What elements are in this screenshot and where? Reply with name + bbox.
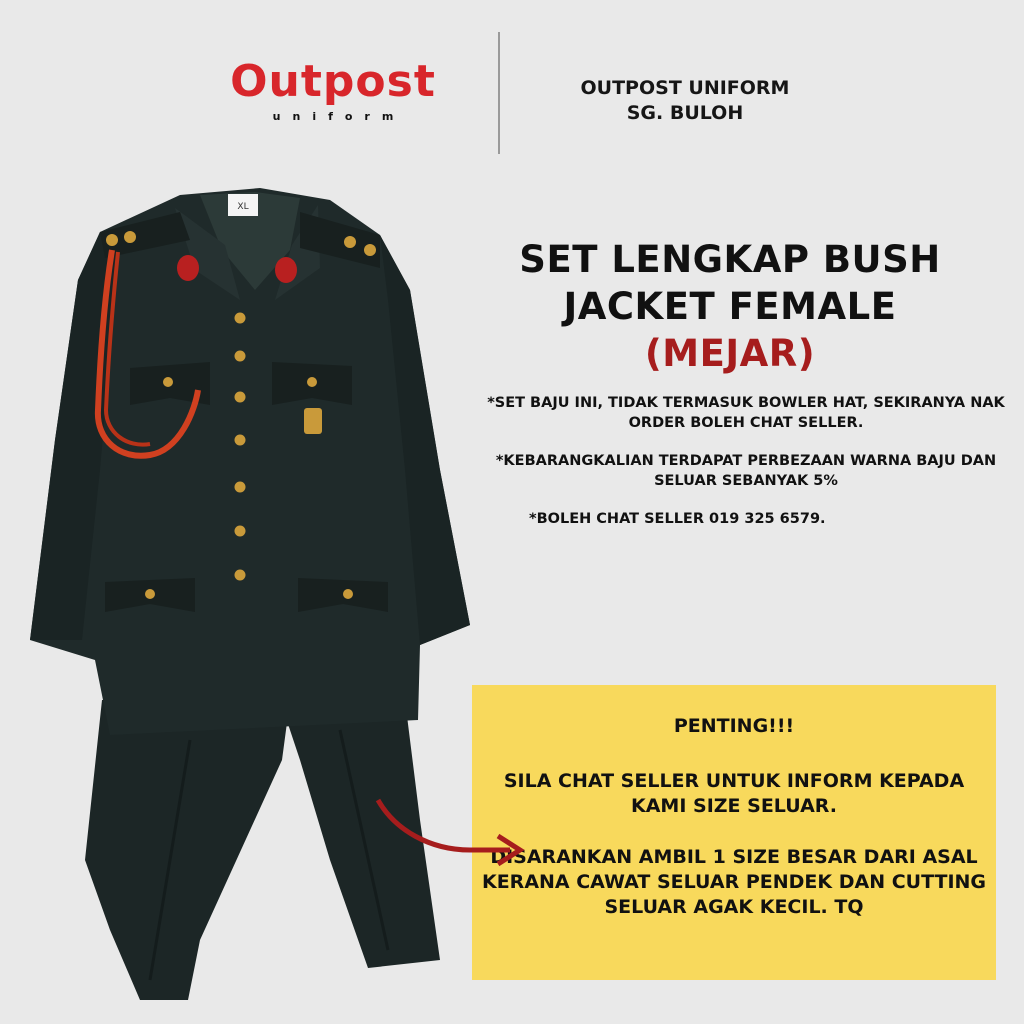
logo-sub-text: uniform [272,110,406,123]
product-title [470,236,990,377]
note-item: *SET BAJU INI, TIDAK TERMASUK BOWLER HAT, SEKIRANYA NAK ORDER BOLEH CHAT SELLER. [487,395,1005,431]
product-title-line2: JACKET FEMALE [563,285,897,328]
important-title: PENTING!!! [673,715,795,737]
logo-main-text: Outpost [230,56,436,107]
size-tag: XL [237,202,249,212]
important-line1: SILA CHAT SELLER UNTUK INFORM KEPADA KAMI SIZE SELUAR. [503,770,965,817]
note-item: *KEBARANGKALIAN TERDAPAT PERBEZAAN WARNA BAJU DAN SELUAR SEBANYAK 5% [495,453,997,489]
note-item: *BOLEH CHAT SELLER 019 325 6579. [529,511,826,527]
notes-section [486,393,1006,547]
product-title-line1: SET LENGKAP BUSH [519,238,941,281]
important-line2: DISARANKAN AMBIL 1 SIZE BESAR DARI ASAL KERANA CAWAT SELUAR PENDEK DAN CUTTING SELUAR AGAK KECIL. TQ [481,846,987,918]
product-rank: (MEJAR) [644,332,816,375]
important-box [472,685,996,980]
shop-name-line2: SG. BULOH [626,102,744,124]
badge-icon [304,408,322,434]
shop-name-line1: OUTPOST UNIFORM [580,77,790,99]
